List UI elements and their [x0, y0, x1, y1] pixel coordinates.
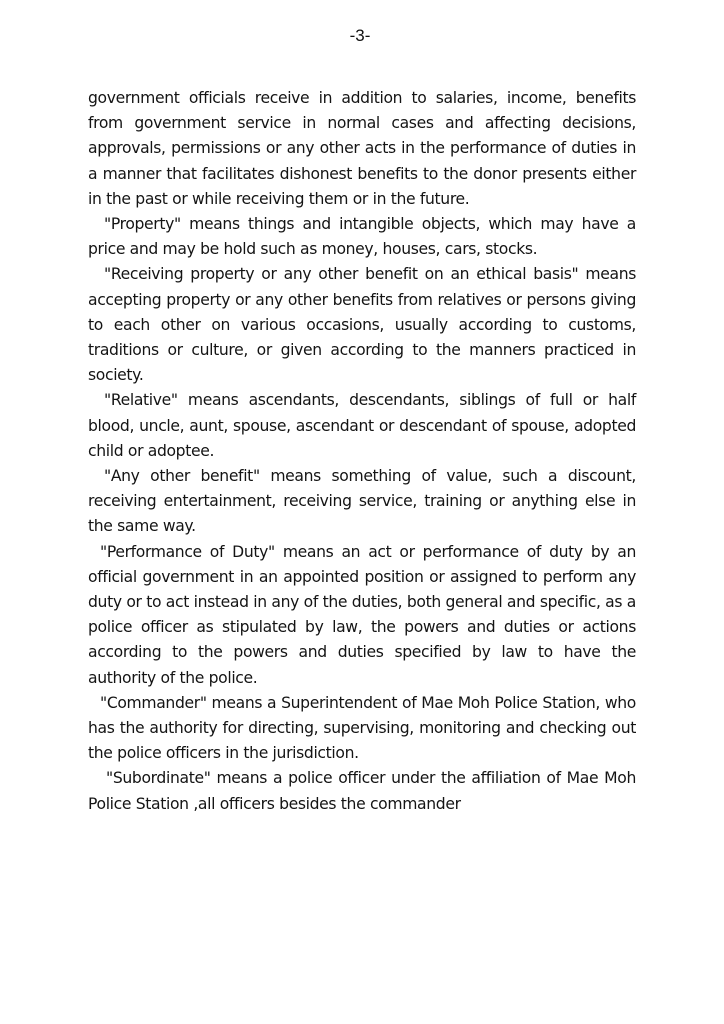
document-body	[88, 86, 636, 817]
definition-performance-of-duty: "Performance of Duty" means an act or performance of duty by an official government in an appointed position or assigned to perform any duty or to act instead in any of the duties, both general and specific, as a police officer as stipulated by law, the powers and duties or actions according to the powers and duties specified by law to have the authority of the police.	[88, 542, 636, 687]
definition-property: "Property" means things and intangible objects, which may have a price and may be hold such as money, houses, cars, stocks.	[88, 215, 636, 259]
page-number: -3-	[349, 26, 371, 45]
definition-relative: "Relative" means ascendants, descendants, siblings of full or half blood, uncle, aunt, spouse, ascendant or descendant of spouse, adopted child or adoptee.	[88, 391, 636, 460]
definition-any-other-benefit: "Any other benefit" means something of value, such a discount, receiving entertainment, receiving service, training or anything else in the same way.	[88, 467, 636, 536]
paragraph-continuation: government officials receive in addition to salaries, income, benefits from government service in normal cases and affecting decisions, approvals, permissions or any other acts in the performance of duties in a manner that facilitates dishonest benefits to the donor presents either in the past or while receiving them or in the future.	[88, 89, 636, 208]
definition-commander: "Commander" means a Superintendent of Mae Moh Police Station, who has the authority for directing, supervising, monitoring and checking out the police officers in the jurisdiction.	[88, 693, 636, 763]
definition-receiving-property-ethical-basis: "Receiving property or any other benefit on an ethical basis" means accepting property or any other benefits from relatives or persons giving to each other on various occasions, usually according to customs, traditions or culture, or given according to the manners practiced in society.	[88, 265, 636, 385]
definition-subordinate: "Subordinate" means a police officer under the affiliation of Mae Moh Police Station ,all officers besides the commander	[88, 769, 636, 813]
